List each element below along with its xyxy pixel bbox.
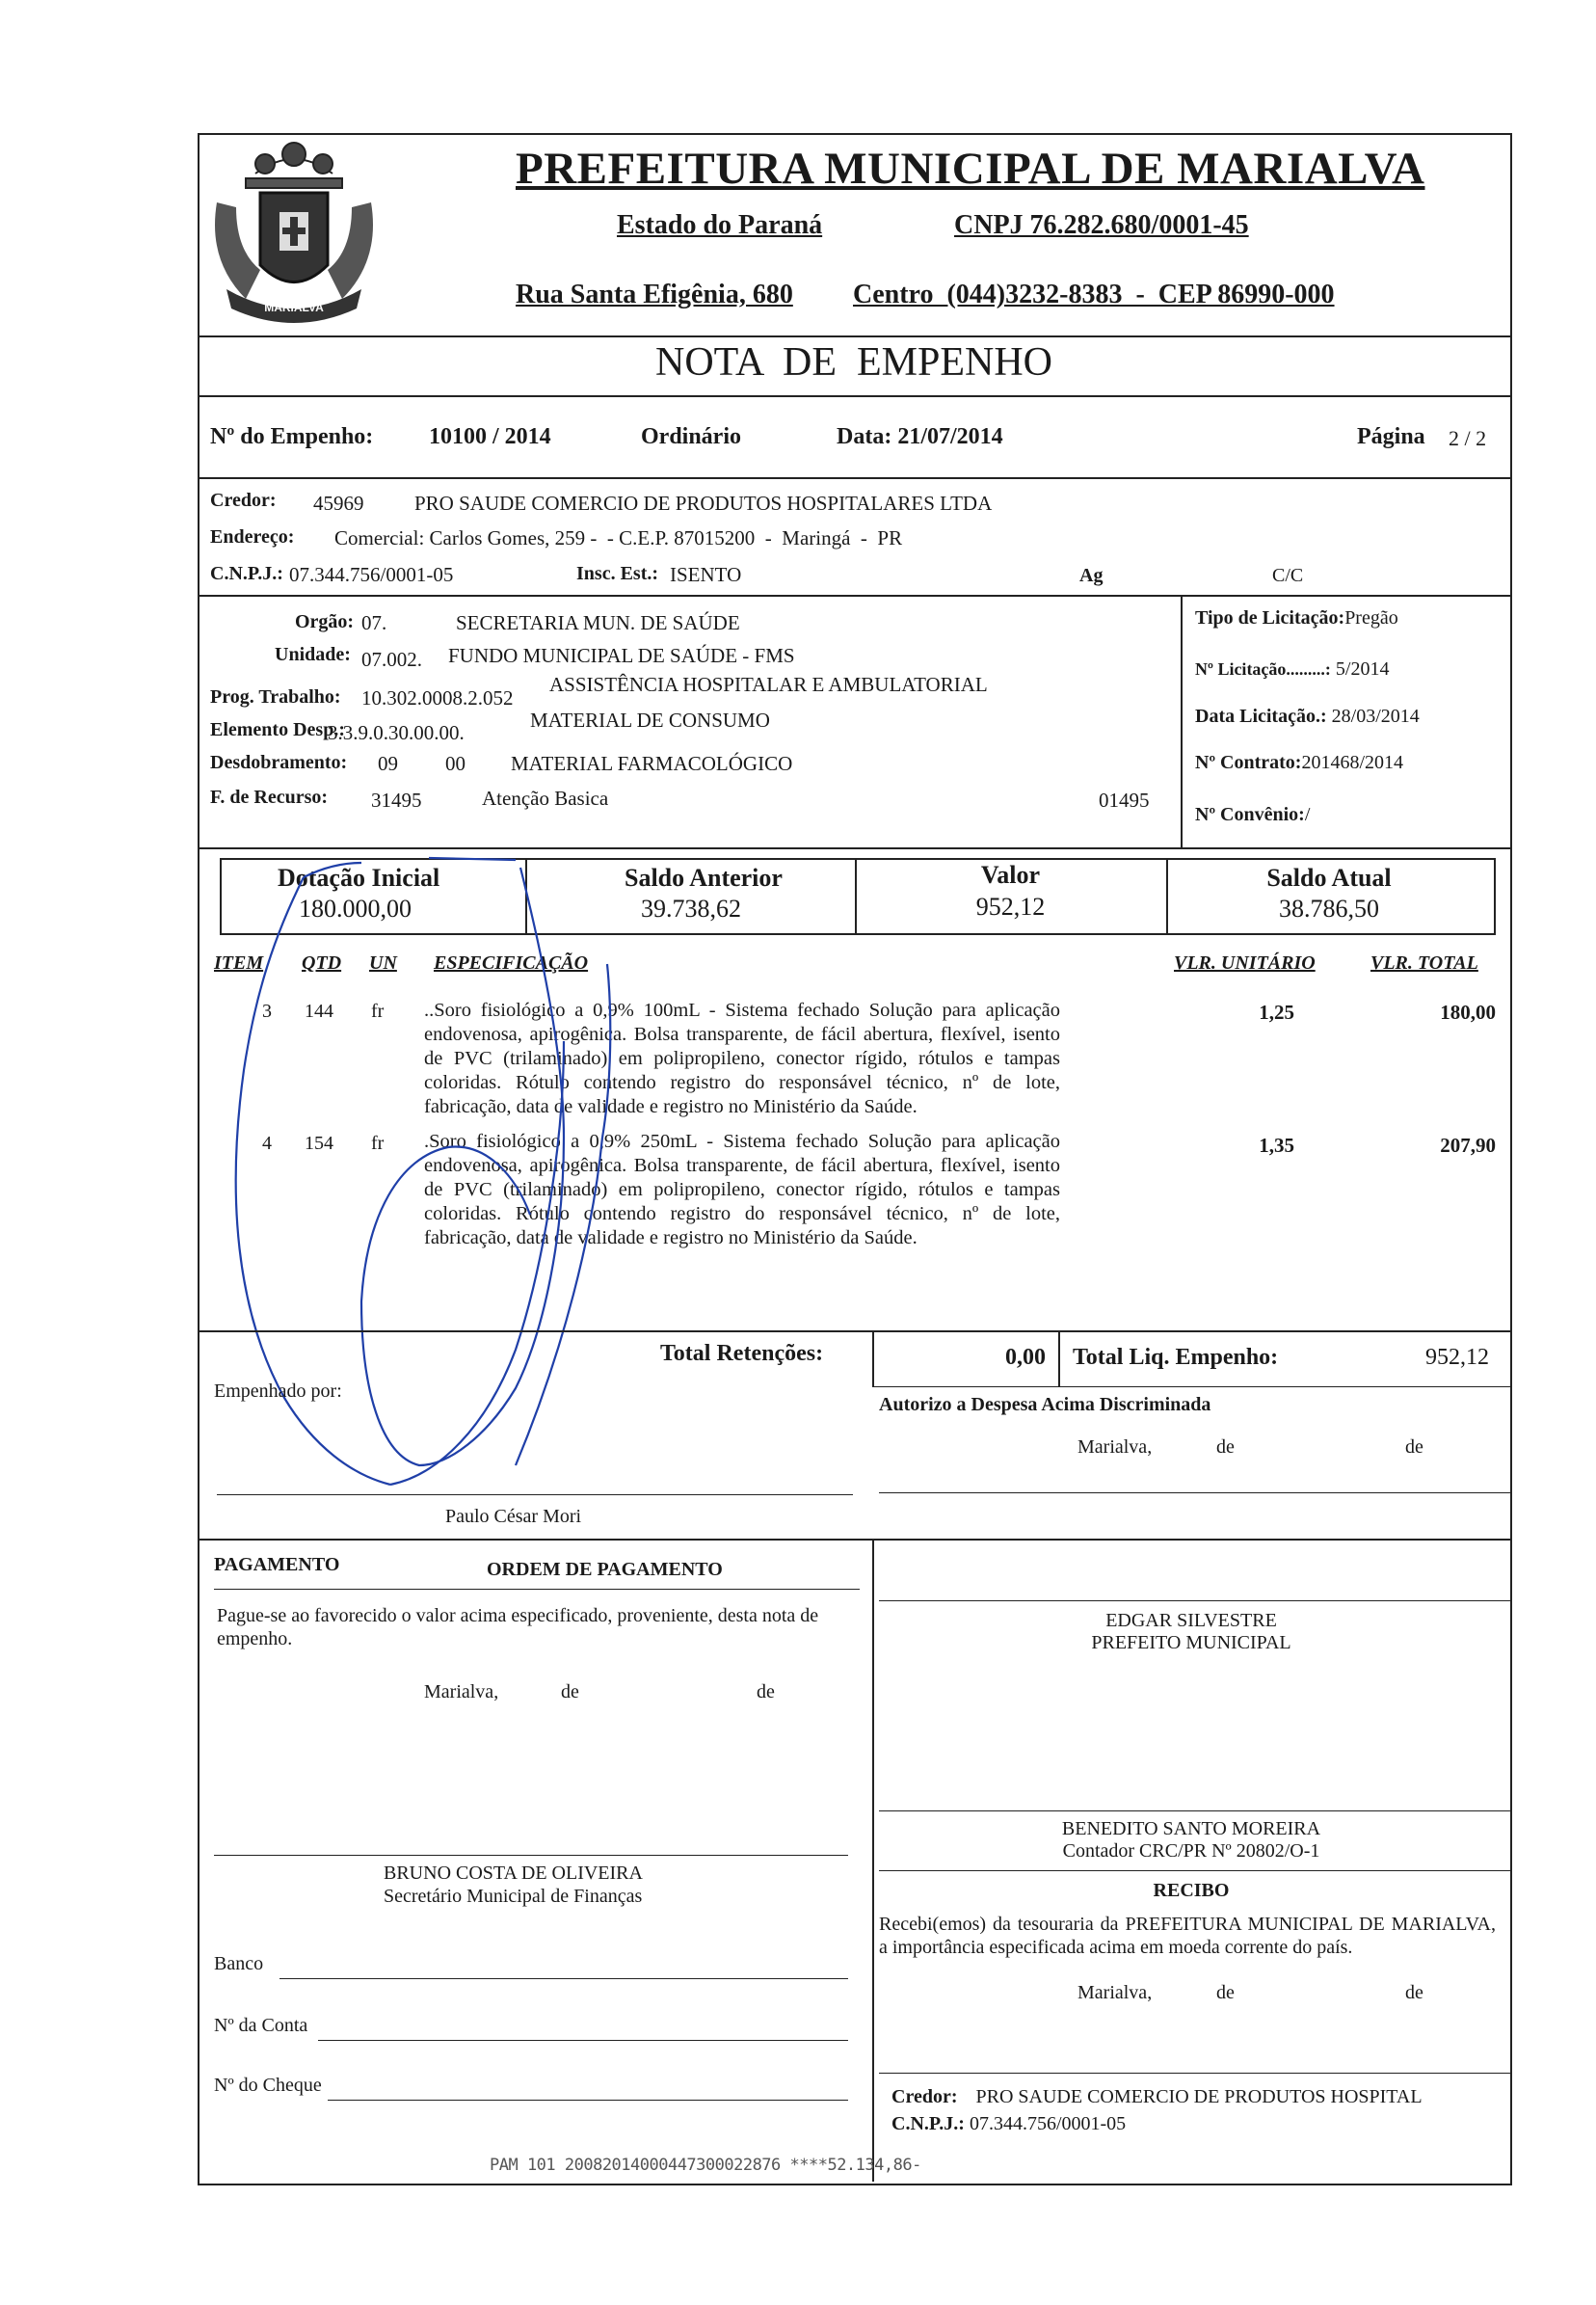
autorizo-de1: de [1216, 1436, 1235, 1458]
empenhado-name: Paulo César Mori [445, 1506, 582, 1527]
signature-line [879, 1810, 1510, 1811]
page-title: PREFEITURA MUNICIPAL DE MARIALVA [516, 144, 1425, 194]
recibo-de2: de [1405, 1982, 1423, 2003]
item-number: 4 [262, 1133, 272, 1154]
divider [198, 477, 1510, 479]
desdobramento-label: Desdobramento: [210, 752, 348, 773]
divider [879, 1870, 1510, 1871]
pague-se-text: Pague-se ao favorecido o valor acima especificado, proveniente, desta nota de empenho. [217, 1605, 819, 1649]
recurso-right: 01495 [1099, 789, 1150, 812]
divider [198, 595, 1510, 597]
secretario-name: BRUNO COSTA DE OLIVEIRA [384, 1863, 643, 1884]
empenho-type: Ordinário [641, 424, 742, 449]
credor-code: 45969 [313, 492, 364, 515]
empenho-number-label: Nº do Empenho: [210, 424, 374, 449]
item-desc: .Soro fisiológico a 0,9% 250mL - Sistema fechado Solução para aplicação endovenosa, apirogênica. Bolsa transparente, de fácil abertura, flexível, isento de PVC (trilaminado) em polipropileno, conector rígido, rótulos e tampas coloridas. Rótulo contendo registro do responsável técnico, nº de lote, fabricação, data de validade e registro no Ministério da Saúde. [424, 1131, 1060, 1248]
item-qtd: 144 [305, 1001, 333, 1022]
elemento-code: 3.3.9.0.30.00.00. [328, 721, 465, 744]
recibo-cnpj [891, 2113, 1126, 2135]
street-label: Rua Santa Efigênia, 680 [516, 280, 793, 309]
liq-empenho-label: Total Liq. Empenho: [1073, 1345, 1279, 1370]
qtd-header: QTD [302, 952, 342, 974]
desdobramento-code: 09 [378, 752, 398, 775]
licitacao-contrato-value: 201468/2014 [1301, 752, 1404, 773]
unit-header: VLR. UNITÁRIO [1174, 952, 1316, 974]
empenho-number: 10100 / 2014 [429, 424, 551, 449]
ag-label: Ag [1079, 565, 1104, 586]
orgao-value: SECRETARIA MUN. DE SAÚDE [456, 611, 740, 634]
doc-title: NOTA DE EMPENHO [655, 340, 1052, 385]
bank-stamp: PAM 101 20082014000447300022876 ****52.134,86- [490, 2156, 921, 2175]
autorizo-de2: de [1405, 1436, 1423, 1458]
crest-logo [198, 135, 390, 337]
page-number: 2 / 2 [1449, 426, 1487, 450]
signature-line [879, 1492, 1510, 1493]
recibo-credor-name: PRO SAUDE COMERCIO DE PRODUTOS HOSPITAL [975, 2086, 1423, 2107]
licitacao-numero [1195, 658, 1389, 681]
prefeito-name: EDGAR SILVESTRE [1105, 1610, 1277, 1631]
unidade-value: FUNDO MUNICIPAL DE SAÚDE - FMS [448, 644, 795, 667]
elemento-value: MATERIAL DE CONSUMO [530, 709, 770, 732]
licitacao-convenio-value: / [1304, 804, 1311, 825]
crest-text: MARIALVA [264, 301, 324, 314]
empenhado-label: Empenhado por: [214, 1380, 342, 1402]
contador-name: BENEDITO SANTO MOREIRA [1061, 1818, 1321, 1839]
saldo-anterior-label: Saldo Anterior [625, 864, 783, 892]
saldo-atual-label: Saldo Atual [1266, 864, 1392, 892]
recibo-title: RECIBO [1153, 1880, 1230, 1901]
licitacao-tipo-label: Tipo de Licitação: [1195, 607, 1345, 629]
licitacao-convenio-label: Nº Convênio: [1195, 804, 1305, 825]
prefeito-title: PREFEITO MUNICIPAL [1091, 1632, 1291, 1653]
prog-code: 10.302.0008.2.052 [361, 686, 514, 710]
licitacao-numero-value: 5/2014 [1335, 658, 1390, 680]
endereco-value: Comercial: Carlos Gomes, 259 - - C.E.P. 87015200 - Maringá - PR [334, 526, 903, 549]
saldo-anterior-value: 39.738,62 [641, 895, 741, 923]
item-desc: ..Soro fisiológico a 0,9% 100mL - Sistema fechado Solução para aplicação endovenosa, apirogênica. Bolsa transparente, de fácil abertura, flexível, isento de PVC (trilaminado) em polipropileno, conector rígido, rótulos e tampas coloridas. Rótulo contendo registro do responsável técnico, nº de lote, fabricação, data de validade e registro no Ministério da Saúde. [424, 1000, 1060, 1117]
cnpj-credor-label: C.N.P.J.: [210, 563, 283, 584]
divider [1058, 1330, 1060, 1386]
endereco-label: Endereço: [210, 526, 295, 548]
divider [198, 335, 1510, 337]
signature-line [214, 1855, 848, 1856]
item-unit: 1,35 [1259, 1134, 1294, 1157]
dotacao-inicial-value: 180.000,00 [299, 895, 412, 923]
divider [214, 1589, 860, 1590]
licitacao-tipo-value: Pregão [1344, 607, 1398, 629]
banco-field [279, 1978, 848, 1979]
recibo-text: Recebi(emos) da tesouraria da PREFEITURA MUNICIPAL DE MARIALVA, a importância especificada acima em moeda corrente do país. [879, 1914, 1496, 1958]
licitacao-data-label: Data Licitação.: [1195, 706, 1327, 727]
recibo-cnpj-value: 07.344.756/0001-05 [969, 2113, 1127, 2134]
cnpj-label: CNPJ 76.282.680/0001-45 [954, 210, 1249, 240]
autorizo-city: Marialva, [1077, 1436, 1153, 1458]
pagamento-de1: de [561, 1681, 579, 1702]
recurso-value: Atenção Basica [482, 787, 609, 810]
recibo-credor [891, 2086, 1423, 2108]
recurso-code: 31495 [371, 789, 422, 812]
page-label: Página [1357, 424, 1425, 449]
empenho-date: Data: 21/07/2014 [837, 424, 1003, 449]
dotacao-inicial-label: Dotação Inicial [278, 864, 440, 892]
licitacao-convenio [1195, 804, 1310, 826]
espec-header: ESPECIFICAÇÃO [434, 952, 589, 974]
pagamento-label: PAGAMENTO [214, 1554, 340, 1575]
cc-label: C/C [1272, 565, 1304, 586]
desdobramento-sub: 00 [445, 752, 466, 775]
retencoes-label: Total Retenções: [660, 1341, 824, 1366]
banco-label: Banco [214, 1953, 264, 1974]
divider [1181, 595, 1183, 847]
credor-label: Credor: [210, 490, 277, 511]
un-header: UN [369, 952, 397, 974]
recibo-credor-label: Credor: [891, 2086, 958, 2107]
orgao-code: 07. [361, 611, 387, 634]
district-label: Centro (044)3232-8383 - CEP 86990-000 [853, 280, 1335, 309]
licitacao-data-value: 28/03/2014 [1331, 706, 1420, 727]
recibo-de1: de [1216, 1982, 1235, 2003]
insc-label: Insc. Est.: [576, 563, 659, 584]
conta-label: Nº da Conta [214, 2015, 308, 2036]
item-qtd: 154 [305, 1133, 333, 1154]
recibo-cnpj-label: C.N.P.J.: [891, 2113, 965, 2134]
state-label: Estado do Paraná [617, 210, 823, 240]
contador-title: Contador CRC/PR Nº 20802/O-1 [1062, 1840, 1320, 1862]
signature-line [879, 1600, 1510, 1601]
divider [198, 1539, 1510, 1541]
conta-field [318, 2040, 848, 2041]
prog-value: ASSISTÊNCIA HOSPITALAR E AMBULATORIAL [549, 673, 988, 696]
autorizo-text: Autorizo a Despesa Acima Discriminada [879, 1394, 1211, 1415]
pagamento-de2: de [757, 1681, 775, 1702]
valor-label: Valor [980, 861, 1041, 889]
recurso-label: F. de Recurso: [210, 787, 329, 808]
pagamento-city: Marialva, [424, 1681, 499, 1702]
unidade-label: Unidade: [275, 644, 351, 665]
item-total: 180,00 [1440, 1001, 1496, 1024]
item-unit: 1,25 [1259, 1001, 1294, 1024]
prog-label: Prog. Trabalho: [210, 686, 341, 708]
divider [872, 1386, 1510, 1387]
ordem-label: ORDEM DE PAGAMENTO [487, 1559, 723, 1580]
credor-name: PRO SAUDE COMERCIO DE PRODUTOS HOSPITALARES LTDA [414, 492, 993, 515]
secretario-title: Secretário Municipal de Finanças [384, 1886, 643, 1907]
valor-value: 952,12 [975, 893, 1046, 921]
licitacao-contrato [1195, 752, 1403, 774]
cheque-label: Nº do Cheque [214, 2075, 322, 2096]
signature-line [879, 2073, 1510, 2074]
saldo-atual-value: 38.786,50 [1279, 895, 1379, 923]
unidade-code: 07.002. [361, 648, 422, 671]
item-un: fr [371, 1001, 385, 1022]
item-number: 3 [262, 1001, 272, 1022]
divider [198, 1330, 1510, 1332]
orgao-label: Orgão: [295, 611, 355, 632]
item-header: ITEM [214, 952, 264, 974]
insc-value: ISENTO [670, 563, 742, 586]
retencoes-value: 0,00 [1005, 1345, 1046, 1370]
liq-empenho-value: 952,12 [1425, 1345, 1489, 1370]
licitacao-contrato-label: Nº Contrato: [1195, 752, 1302, 773]
handwritten-signature [198, 848, 679, 1523]
signature-line [217, 1494, 853, 1495]
recibo-city: Marialva, [1077, 1982, 1153, 2003]
item-un: fr [371, 1133, 385, 1154]
licitacao-tipo [1195, 607, 1398, 630]
licitacao-numero-label: Nº Licitação.........: [1195, 659, 1331, 679]
cheque-field [328, 2100, 848, 2101]
item-total: 207,90 [1440, 1134, 1496, 1157]
cnpj-credor-value: 07.344.756/0001-05 [289, 563, 454, 586]
desdobramento-value: MATERIAL FARMACOLÓGICO [511, 752, 793, 775]
divider [198, 395, 1510, 397]
licitacao-data [1195, 706, 1420, 728]
total-header: VLR. TOTAL [1370, 952, 1478, 974]
elemento-label: Elemento Desp.: [210, 719, 345, 740]
